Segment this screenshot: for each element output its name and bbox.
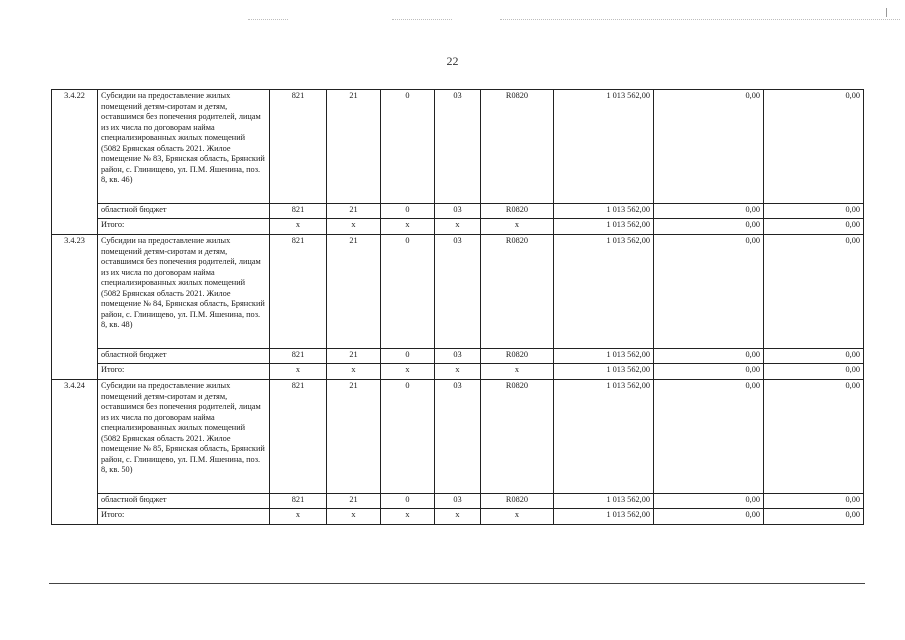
budget-table bbox=[51, 89, 864, 525]
amount-year-3: 0,00 bbox=[764, 219, 864, 235]
code-target: x bbox=[481, 364, 554, 380]
amount-year-1: 1 013 562,00 bbox=[554, 380, 654, 494]
amount-year-3: 0,00 bbox=[764, 364, 864, 380]
code-section: x bbox=[327, 509, 381, 525]
amount-year-1: 1 013 562,00 bbox=[554, 90, 654, 204]
amount-year-1: 1 013 562,00 bbox=[554, 349, 654, 364]
amount-year-1: 1 013 562,00 bbox=[554, 204, 654, 219]
row-number: 3.4.24 bbox=[52, 380, 98, 525]
code-admin: 821 bbox=[270, 380, 327, 494]
amount-year-1: 1 013 562,00 bbox=[554, 235, 654, 349]
code-subsection: x bbox=[435, 509, 481, 525]
amount-year-1: 1 013 562,00 bbox=[554, 364, 654, 380]
total-label: Итого: bbox=[98, 219, 270, 235]
amount-year-2: 0,00 bbox=[654, 235, 764, 349]
amount-year-2: 0,00 bbox=[654, 380, 764, 494]
table-row bbox=[52, 235, 864, 349]
code-section: 21 bbox=[327, 235, 381, 349]
code-target: x bbox=[481, 219, 554, 235]
amount-year-2: 0,00 bbox=[654, 364, 764, 380]
code-target: R0820 bbox=[481, 235, 554, 349]
code-target: R0820 bbox=[481, 494, 554, 509]
table-row-total bbox=[52, 364, 864, 380]
budget-label: областной бюджет bbox=[98, 349, 270, 364]
table-row-total bbox=[52, 509, 864, 525]
code-program: x bbox=[381, 219, 435, 235]
code-target: R0820 bbox=[481, 204, 554, 219]
code-section: 21 bbox=[327, 349, 381, 364]
row-number: 3.4.23 bbox=[52, 235, 98, 380]
table-row-budget bbox=[52, 494, 864, 509]
bottom-rule bbox=[49, 583, 865, 584]
table-row-budget bbox=[52, 204, 864, 219]
code-subsection: 03 bbox=[435, 90, 481, 204]
code-subsection: 03 bbox=[435, 204, 481, 219]
code-program: 0 bbox=[381, 380, 435, 494]
page-number: 22 bbox=[446, 54, 459, 68]
code-subsection: 03 bbox=[435, 235, 481, 349]
code-program: 0 bbox=[381, 349, 435, 364]
amount-year-1: 1 013 562,00 bbox=[554, 219, 654, 235]
code-section: 21 bbox=[327, 204, 381, 219]
table-row-budget bbox=[52, 349, 864, 364]
code-program: 0 bbox=[381, 235, 435, 349]
amount-year-3: 0,00 bbox=[764, 380, 864, 494]
code-admin: 821 bbox=[270, 235, 327, 349]
code-target: x bbox=[481, 509, 554, 525]
code-admin: 821 bbox=[270, 349, 327, 364]
code-admin: 821 bbox=[270, 494, 327, 509]
table-row bbox=[52, 90, 864, 204]
amount-year-2: 0,00 bbox=[654, 494, 764, 509]
code-target: R0820 bbox=[481, 90, 554, 204]
amount-year-3: 0,00 bbox=[764, 90, 864, 204]
table-row bbox=[52, 380, 864, 494]
amount-year-3: 0,00 bbox=[764, 509, 864, 525]
scan-artifact bbox=[886, 8, 887, 17]
row-number: 3.4.22 bbox=[52, 90, 98, 235]
code-target: R0820 bbox=[481, 349, 554, 364]
code-admin: x bbox=[270, 509, 327, 525]
amount-year-3: 0,00 bbox=[764, 204, 864, 219]
code-program: 0 bbox=[381, 204, 435, 219]
code-program: 0 bbox=[381, 494, 435, 509]
code-admin: 821 bbox=[270, 90, 327, 204]
code-target: R0820 bbox=[481, 380, 554, 494]
code-admin: x bbox=[270, 219, 327, 235]
budget-label: областной бюджет bbox=[98, 494, 270, 509]
amount-year-3: 0,00 bbox=[764, 349, 864, 364]
amount-year-2: 0,00 bbox=[654, 349, 764, 364]
code-section: 21 bbox=[327, 494, 381, 509]
amount-year-2: 0,00 bbox=[654, 90, 764, 204]
row-description: Субсидии на предоставление жилых помещений детям-сиротам и детям, оставшимся без попечения родителей, лицам из их числа по договорам найма специализированных жилых помещений (5082 Брянская область 2021. Жилое помещение № 84, Брянская область, Брянский район, с. Глинищево, ул. П.М. Яшенина, поз. 8, кв. 48) bbox=[98, 235, 270, 349]
amount-year-3: 0,00 bbox=[764, 494, 864, 509]
code-subsection: 03 bbox=[435, 380, 481, 494]
code-admin: 821 bbox=[270, 204, 327, 219]
table-row-total bbox=[52, 219, 864, 235]
amount-year-2: 0,00 bbox=[654, 219, 764, 235]
code-section: x bbox=[327, 364, 381, 380]
amount-year-2: 0,00 bbox=[654, 509, 764, 525]
scan-artifact bbox=[500, 19, 900, 20]
code-program: 0 bbox=[381, 90, 435, 204]
total-label: Итого: bbox=[98, 364, 270, 380]
code-subsection: 03 bbox=[435, 349, 481, 364]
budget-label: областной бюджет bbox=[98, 204, 270, 219]
table-body bbox=[52, 90, 864, 525]
amount-year-3: 0,00 bbox=[764, 235, 864, 349]
scan-artifact bbox=[248, 19, 288, 20]
amount-year-1: 1 013 562,00 bbox=[554, 509, 654, 525]
code-admin: x bbox=[270, 364, 327, 380]
row-description: Субсидии на предоставление жилых помещений детям-сиротам и детям, оставшимся без попечения родителей, лицам из их числа по договорам найма специализированных жилых помещений (5082 Брянская область 2021. Жилое помещение № 85, Брянская область, Брянский район, с. Глинищево, ул. П.М. Яшенина, поз. 8, кв. 50) bbox=[98, 380, 270, 494]
amount-year-1: 1 013 562,00 bbox=[554, 494, 654, 509]
scan-artifact bbox=[392, 19, 452, 20]
code-section: 21 bbox=[327, 380, 381, 494]
code-subsection: x bbox=[435, 219, 481, 235]
code-program: x bbox=[381, 364, 435, 380]
total-label: Итого: bbox=[98, 509, 270, 525]
row-description: Субсидии на предоставление жилых помещений детям-сиротам и детям, оставшимся без попечения родителей, лицам из их числа по договорам найма специализированных жилых помещений (5082 Брянская область 2021. Жилое помещение № 83, Брянская область, Брянский район, с. Глинищево, ул. П.М. Яшенина, поз. 8, кв. 46) bbox=[98, 90, 270, 204]
code-subsection: x bbox=[435, 364, 481, 380]
code-program: x bbox=[381, 509, 435, 525]
code-subsection: 03 bbox=[435, 494, 481, 509]
amount-year-2: 0,00 bbox=[654, 204, 764, 219]
code-section: x bbox=[327, 219, 381, 235]
code-section: 21 bbox=[327, 90, 381, 204]
